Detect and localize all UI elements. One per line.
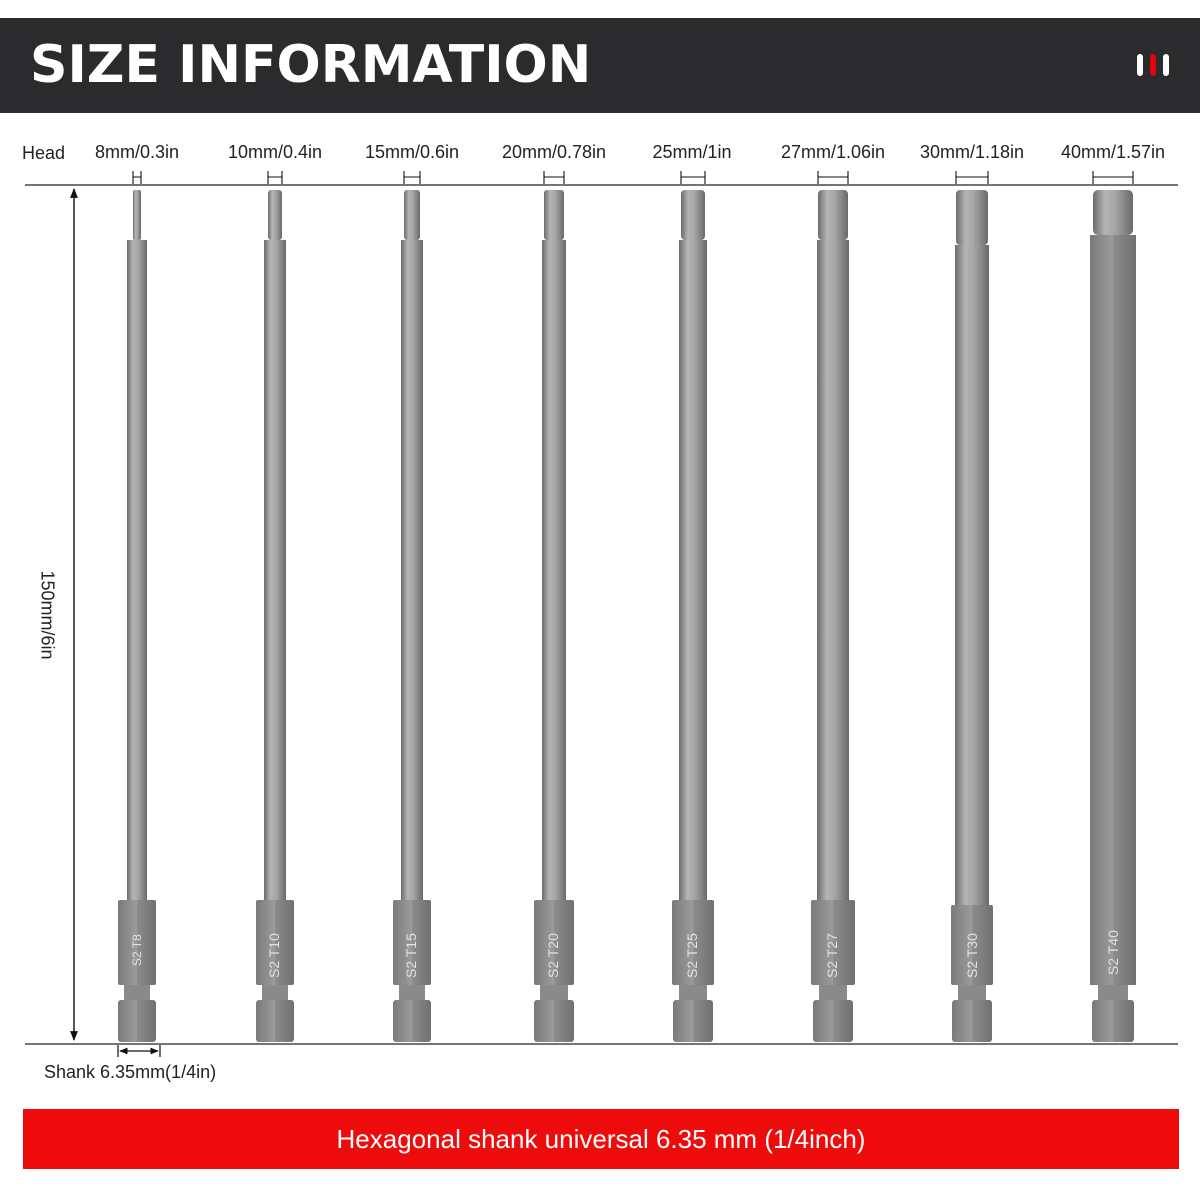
bit-shank-end [256, 1000, 294, 1042]
bit-t15 [393, 171, 431, 1042]
bit-tip [544, 190, 564, 240]
bit-size-label: 40mm/1.57in [1060, 142, 1166, 162]
bit-shank-end [534, 1000, 574, 1042]
bit-engraving: S2 T25 [684, 933, 700, 978]
bit-engraving: S2 T40 [1105, 930, 1121, 975]
bit-hex-body [1090, 235, 1136, 985]
bit-tip [956, 190, 988, 245]
bit-size-label: 8mm/0.3in [94, 142, 180, 162]
bit-engraving: S2 T10 [266, 933, 282, 978]
bit-shank-end [813, 1000, 853, 1042]
bit-tip [1093, 190, 1133, 235]
bit-size-label: 27mm/1.06in [780, 142, 886, 162]
bit-rod [542, 240, 566, 900]
bit-shank-end [118, 1000, 156, 1042]
bit-tip [681, 190, 705, 240]
bit-groove [124, 985, 150, 1000]
bit-size-label: 25mm/1in [652, 142, 732, 162]
bit-rod [955, 245, 989, 905]
bit-groove [399, 985, 425, 1000]
bit-engraving: S2 T20 [545, 933, 561, 978]
bit-tip [404, 190, 420, 240]
head-label: Head [22, 143, 66, 163]
bit-tip [818, 190, 848, 240]
bit-engraving: S2 T8 [130, 934, 144, 966]
bit-t30 [951, 171, 993, 1042]
bit-groove [679, 985, 707, 1000]
bit-groove [958, 985, 986, 1000]
bit-shank-end [673, 1000, 713, 1042]
bit-size-label: 10mm/0.4in [227, 142, 323, 162]
bit-rod [401, 240, 423, 900]
bit-groove [540, 985, 568, 1000]
bit-t40 [1090, 171, 1136, 1042]
bit-rod [679, 240, 707, 900]
bit-engraving: S2 T30 [964, 933, 980, 978]
bit-groove [262, 985, 288, 1000]
bit-shank-end [952, 1000, 992, 1042]
bit-t8 [118, 171, 156, 1042]
shank-label: Shank 6.35mm(1/4in) [44, 1062, 217, 1082]
bit-groove [819, 985, 847, 1000]
bit-t25 [672, 171, 714, 1042]
bit-size-label: 20mm/0.78in [501, 142, 607, 162]
bit-rod [264, 240, 286, 900]
banner-text: Hexagonal shank universal 6.35 mm (1/4inch) [336, 1124, 866, 1154]
bit-rod [127, 240, 147, 900]
length-label: 150mm/6in [37, 570, 58, 660]
bit-shank-end [393, 1000, 431, 1042]
bit-engraving: S2 T15 [403, 933, 419, 978]
bit-groove [1098, 985, 1128, 1000]
bit-engraving: S2 T27 [824, 933, 840, 978]
page-title: SIZE INFORMATION [30, 35, 592, 95]
info-banner [23, 1109, 1179, 1169]
bit-shank-end [1092, 1000, 1134, 1042]
bit-rod [817, 240, 849, 900]
bit-t10 [256, 171, 294, 1042]
bit-t27 [811, 171, 855, 1042]
bit-tip [133, 190, 141, 240]
bit-size-label: 15mm/0.6in [364, 142, 460, 162]
bit-t20 [534, 171, 574, 1042]
bit-size-label: 30mm/1.18in [919, 142, 1025, 162]
bit-tip [268, 190, 282, 240]
